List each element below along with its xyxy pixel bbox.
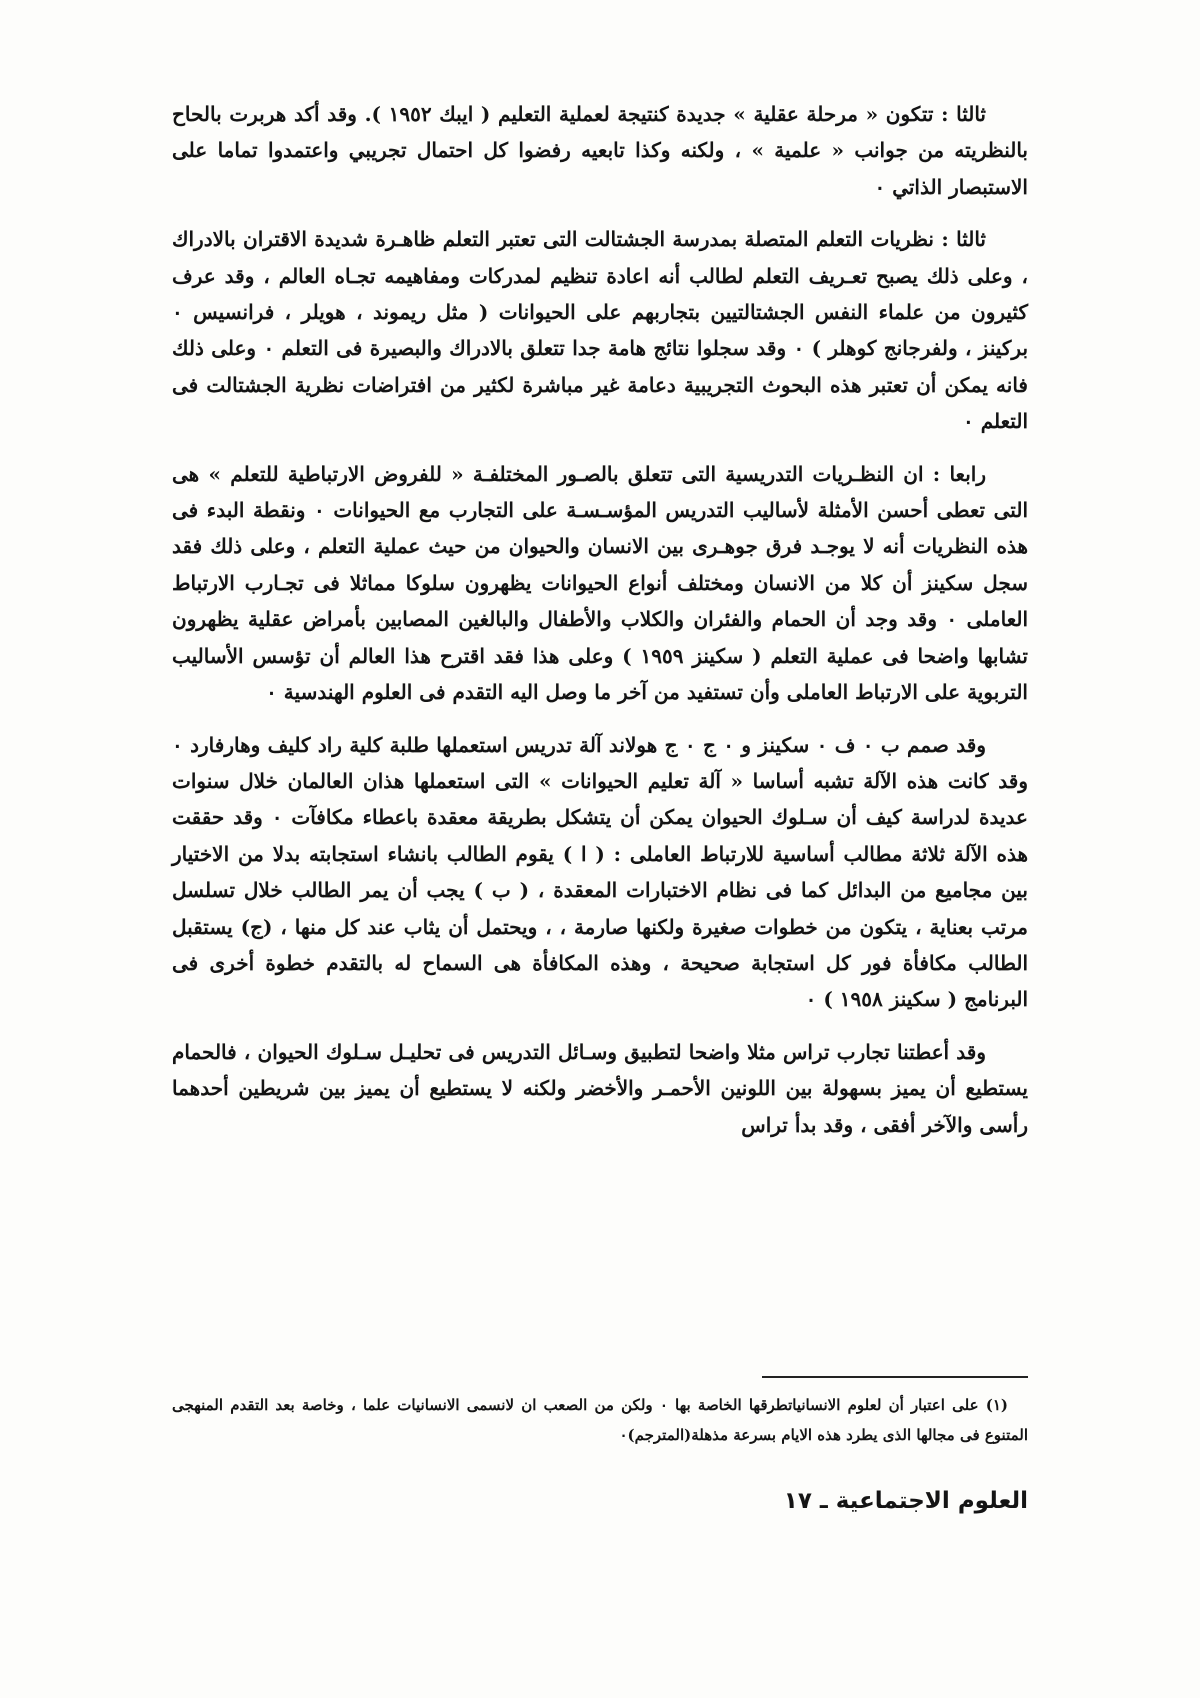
paragraph-teaching-machine: وقد صمم ب ٠ ف ٠ سكينز و ٠ ج ٠ ج هولاند آلة تدريس استعملها طلبة كلية راد كليف وهارفارد ٠ وقد كانت هذه الآلة تشبه أساسا « آلة تعليم الحيوانات » التى استعملها هذان العالمان خلال سنوات عديدة لدراسة كيف أن سـلوك الحيوان يمكن أن يتشكل بطريقة معقدة باعطاء مكافآت ٠ وقد حققت هذه الآلة ثلاثة مطالب أساسية للارتباط العاملى : ( ا ) يقوم الطالب بانشاء استجابته بدلا من الاختيار بين مجاميع من البدائل كما فى نظام الاختبارات المعقدة ، ( ب ) يجب أن يمر الطالب خلال تسلسل مرتب بعناية ، يتكون من خطوات صغيرة ولكنها صارمة ، ، ويحتمل أن يثاب عند كل منها ، (ج) يستقبل الطالب مكافأة فور كل استجابة صحيحة ، وهذه المكافأة هى السماح له بالتقدم خطوة أخرى فى البرنامج ( سكينز ١٩٥٨ ) ٠ <box>172 732 1028 1012</box>
paragraph-fourth-associative: رابعا : ان النظـريات التدريسية التى تتعلق بالصـور المختلفـة « للفروض الارتباطية للتعلم » هى التى تعطى أحسن الأمثلة لأساليب التدريس المؤسـسـة على التجارب مع الحيوانات ٠ ونقطة البدء فى هذه النظريات أنه لا يوجـد فرق جوهـرى بين الانسان والحيوان من حيث عملية التعلم ، وعلى ذلك فقد سجل سكينز أن كلا من الانسان ومختلف أنواع الحيوانات يظهرون سلوكا مماثلا فى تجـارب الارتباط العاملى ٠ وقد وجد أن الحمام والفئران والكلاب والأطفال والبالغين المصابين بأمراض عقلية يظهرون تشابها واضحا فى عملية التعلم ( سكينز ١٩٥٩ ) وعلى هذا فقد اقترح هذا العالم أن تؤسس الأساليب التربوية على الارتباط العاملى وأن تستفيد من آخر ما وصل اليه التقدم فى العلوم الهندسية ٠ <box>172 461 1028 705</box>
footnote: (١) على اعتبار أن لعلوم الانسانياتطرقها الخاصة بها ٠ ولكن من الصعب ان لانسمى الانسانيات علما ، وخاصة بعد التقدم المنهجى المتنوع فى مجالها الذى يطرد هذه الايام بسرعة مذهلة(المترجم)٠ <box>172 1396 1028 1444</box>
body-text <box>172 96 1028 1159</box>
page-footer: العلوم الاجتماعية ـ ١٧ <box>783 1488 1028 1514</box>
paragraph-third-gestalt: ثالثا : نظريات التعلم المتصلة بمدرسة الجشتالت التى تعتبر التعلم ظاهـرة شديدة الاقتران بالادراك ، وعلى ذلك يصبح تعـريف التعلم لطالب أنه اعادة تنظيم لمدركات ومفاهيمه تجـاه العالم ، وقد عرف كثيرون من علماء النفس الجشتالتيين بتجاربهم على الحيوانات ( مثل ريموند ، هويلر ، فرانسيس ٠ بركينز ، ولفرجانج كوهلر ) ٠ وقد سجلوا نتائج هامة جدا تتعلق بالادراك والبصيرة فى التعلم ٠ وعلى ذلك فانه يمكن أن تعتبر هذه البحوث التجريبية دعامة غير مباشرة لكثير من افتراضات نظرية الجشتالت فى التعلم ٠ <box>172 227 1029 434</box>
footnote-divider <box>762 1376 1028 1378</box>
paragraph-third-mental-stage: ثالثا : تتكون « مرحلة عقلية » جديدة كنتيجة لعملية التعليم ( ايبك ١٩٥٢ ). وقد أكد هربرت بالحاح بالنظريته من جوانب « علمية » ، ولكنه وكذا تابعيه رفضوا كل احتمال تجريبي واعتمدوا تماما على الاستبصار الذاتي ٠ <box>172 102 1028 199</box>
paragraph-terrace-experiments: وقد أعطتنا تجارب تراس مثلا واضحا لتطبيق وسـائل التدريس فى تحليـل سـلوك الحيوان ، فالحمام يستطيع أن يميز بسهولة بين اللونين الأحمـر والأخضر ولكنه لا يستطيع أن يميز بين شريطين أحدهما رأسى والآخر أفقى ، وقد بدأ تراس <box>172 1039 1029 1137</box>
